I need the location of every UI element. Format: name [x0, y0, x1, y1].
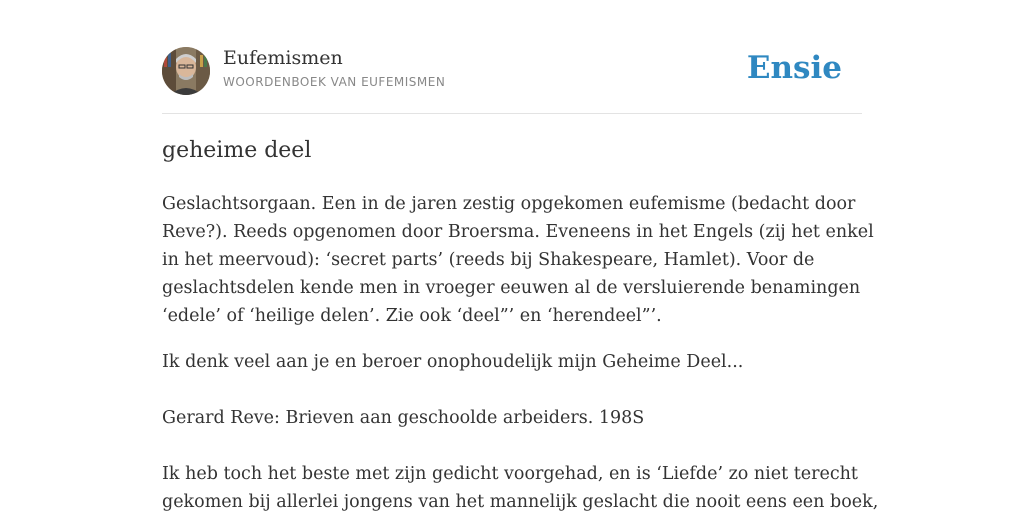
brand-logo[interactable]: Ensie	[746, 50, 842, 86]
definition	[162, 190, 874, 330]
definition-line: Reve?). Reeds opgenomen door Broersma. Eveneens in het Engels (zij het enkel	[162, 222, 874, 242]
publication-subtitle: WOORDENBOEK VAN EUFEMISMEN	[223, 75, 446, 89]
definition-line: in het meervoud): ‘secret parts’ (reeds bij Shakespeare, Hamlet). Voor de	[162, 250, 815, 270]
definition-line: geslachtsdelen kende men in vroeger eeuwen al de versluierende benamingen	[162, 278, 861, 298]
entry-body	[162, 190, 879, 512]
divider	[162, 113, 862, 114]
definition-line: Geslachtsorgaan. Een in de jaren zestig opgekomen eufemisme (bedacht door	[162, 194, 856, 214]
quote-text: Ik denk veel aan je en beroer onophoudelijk mijn Geheime Deel...	[162, 352, 744, 372]
person-avatar-icon	[162, 47, 210, 95]
definition-line: ‘edele’ of ‘heilige delen’. Zie ook ‘deel”’ en ‘herendeel”’.	[162, 306, 662, 326]
header	[162, 46, 862, 96]
quote-2	[162, 460, 879, 512]
quote-line: Ik heb toch het beste met zijn gedicht voorgehad, en is ‘Liefde’ zo niet terecht	[162, 464, 858, 484]
quote-source: Gerard Reve: Brieven aan geschoolde arbeiders. 198S	[162, 408, 645, 428]
avatar[interactable]	[162, 47, 210, 95]
source-1	[162, 404, 862, 432]
quote-line: gekomen bij allerlei jongens van het mannelijk geslacht die nooit eens een boek,	[162, 492, 879, 512]
quote-1	[162, 348, 862, 376]
publication-name[interactable]: Eufemismen	[223, 47, 343, 69]
entry-title: geheime deel	[162, 138, 312, 163]
